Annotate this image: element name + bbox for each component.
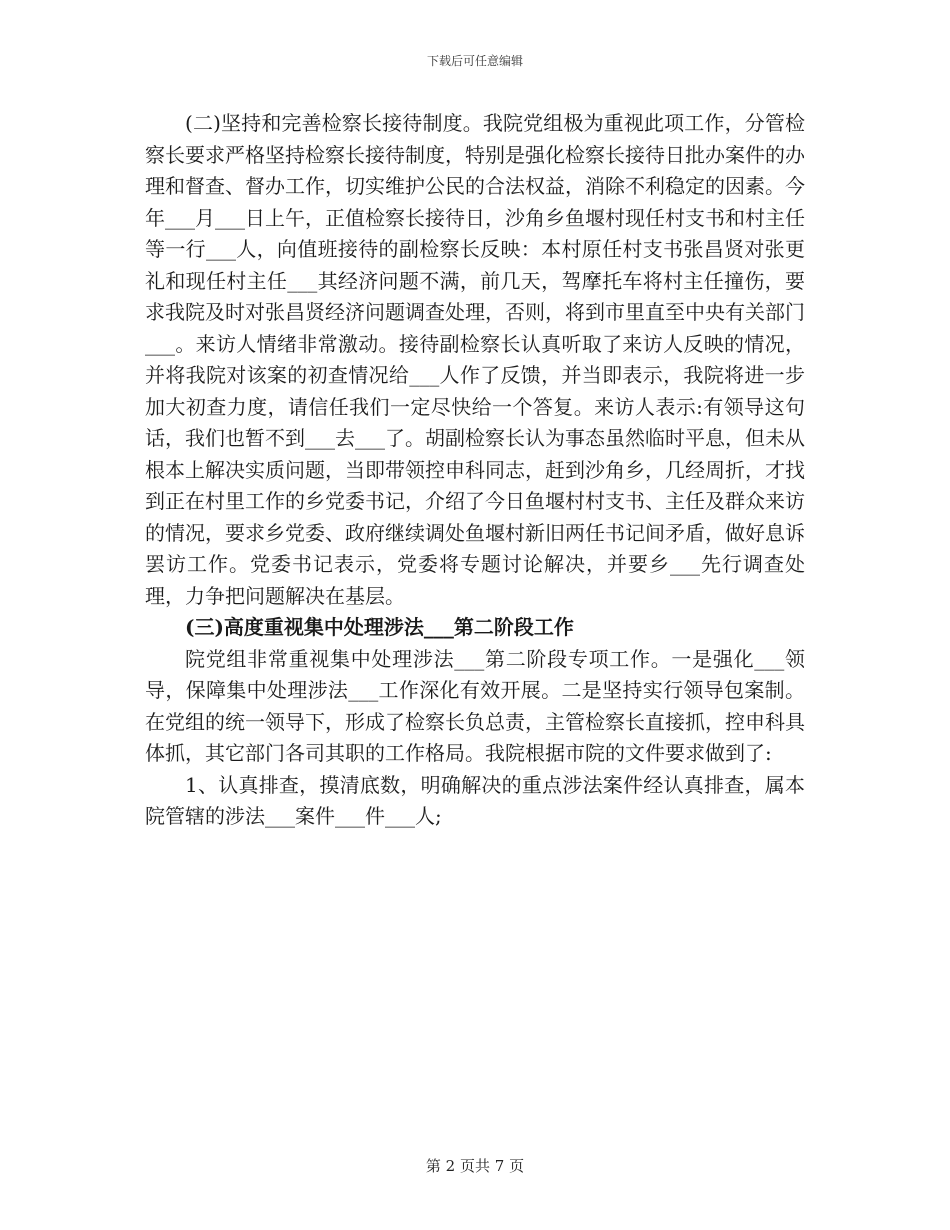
page-header: 下载后可任意编辑: [426, 54, 523, 68]
section-heading-3: (三)高度重视集中处理涉法___第二阶段工作: [185, 615, 574, 639]
document-body: [145, 108, 805, 833]
paragraph-2: (二)坚持和完善检察长接待制度。我院党组极为重视此项工作，分管检察长要求严格坚持检察长接待制度，特别是强化检察长接待日批办案件的办理和督查、督办工作，切实维护公民的合法权益，消除不利稳定的因素。今年___月___日上午，正值检察长接待日，沙角乡鱼堰村现任村支书和村主任等一行___人，向值班接待的副检察长反映：本村原任村支书张昌贤对张更礼和现任村主任___其经济问题不满，前几天，驾摩托车将村主任撞伤，要求我院及时对张昌贤经济问题调查处理，否则，将到市里直至中央有关部门___。来访人情绪非常激动。接待副检察长认真听取了来访人反映的情况，并将我院对该案的初查情况给___人作了反馈，并当即表示，我院将进一步加大初查力度，请信任我们一定尽快给一个答复。来访人表示:有领导这句话，我们也暂不到___去___了。胡副检察长认为事态虽然临时平息，但未从根本上解决实质问题，当即带领控申科同志，赶到沙角乡，几经周折，才找到正在村里工作的乡党委书记，介绍了今日鱼堰村村支书、主任及群众来访的情况，要求乡党委、政府继续调处鱼堰村新旧两任书记间矛盾，做好息诉罢访工作。党委书记表示，党委将专题讨论解决，并要乡___先行调查处理，力争把问题解决在基层。: [145, 111, 805, 608]
paragraph-3: 院党组非常重视集中处理涉法___第二阶段专项工作。一是强化___领导，保障集中处理涉法___工作深化有效开展。二是坚持实行领导包案制。在党组的统一领导下，形成了检察长负总责，主管检察长直接抓，控申科具体抓，其它部门各司其职的工作格局。我院根据市院的文件要求做到了:: [145, 646, 805, 765]
page-footer: 第 2 页共 7 页: [425, 1157, 525, 1175]
paragraph-list-item-1: 1、认真排查，摸清底数，明确解决的重点涉法案件经认真排查，属本院管辖的涉法___案件___件___人;: [145, 772, 805, 828]
